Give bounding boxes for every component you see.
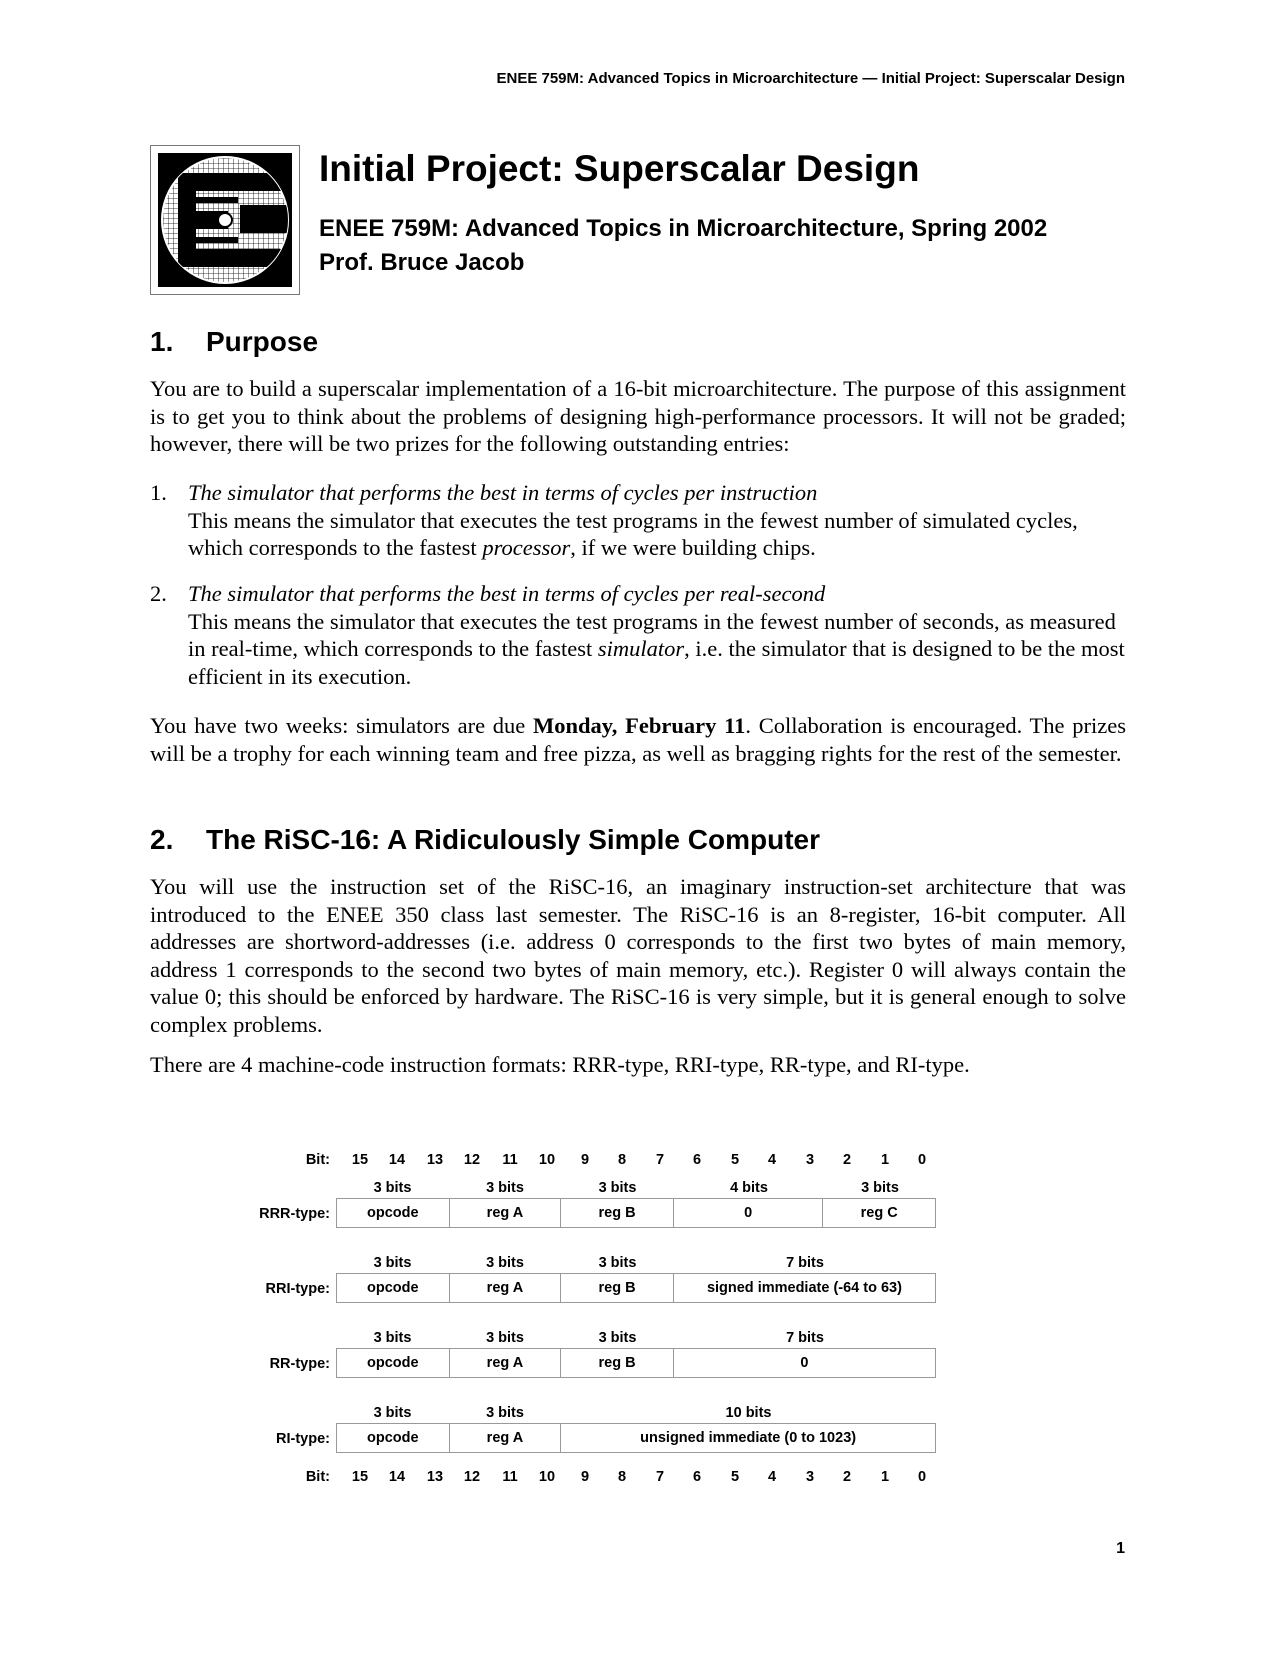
- bit-number: 11: [502, 1152, 518, 1168]
- bit-number: 2: [842, 1469, 852, 1485]
- field-size-label: 4 bits: [730, 1180, 768, 1196]
- closing-text-before: You have two weeks: simulators are due: [150, 713, 534, 738]
- logo-emblem-icon: [158, 153, 292, 287]
- instructor-name: Prof. Bruce Jacob: [319, 249, 525, 276]
- ri-type-format: [336, 1423, 936, 1453]
- section-1-closing: [150, 712, 1126, 767]
- field-size-label: 3 bits: [373, 1330, 412, 1346]
- bit-number: 3: [805, 1469, 815, 1485]
- list-item-1-text-after: , if we were building chips.: [570, 535, 816, 560]
- list-item-2-text-before: This means the simulator that executes the test programs in the fewest number of seconds, as measured in real-time, which corresponds to the fastest: [188, 608, 1116, 661]
- bit-number: 4: [767, 1152, 777, 1168]
- bit-number: 12: [463, 1152, 481, 1168]
- course-subtitle: ENEE 759M: Advanced Topics in Microarchitecture, Spring 2002: [319, 215, 1048, 242]
- field-size-label: 3 bits: [373, 1255, 412, 1271]
- bit-number: 1: [880, 1469, 890, 1485]
- rri-type-format: [336, 1273, 936, 1303]
- list-item-2-text-after: , i.e. the simulator that is designed to be the most efficient in its execution.: [188, 636, 1125, 689]
- section-2-paragraph-2: There are 4 machine-code instruction formats: RRR-type, RRI-type, RR-type, and RI-type.: [150, 1052, 970, 1077]
- section-2-paragraph-1: You will use the instruction set of the RiSC-16, an imaginary instruction-set architecture that was introduced to the ENEE 350 class last semester. The RiSC-16 is an 8-register, 16-bit computer. All addresses are shortword-addresses (i.e. address 0 corresponds to the first two bytes of main memory, address 1 corresponds to the second two bytes of main memory, etc.). Register 0 will always contain the value 0; this should be enforced by hardware. The RiSC-16 is very simple, but it is general enough to solve complex problems.: [150, 874, 1126, 1037]
- bit-number: 7: [655, 1152, 665, 1168]
- bit-number: 6: [692, 1469, 702, 1485]
- field-size-label: 10 bits: [725, 1405, 772, 1421]
- field-opcode: opcode: [337, 1424, 450, 1452]
- field-reg-a: reg A: [450, 1349, 562, 1377]
- field-reg-b: reg B: [561, 1199, 674, 1227]
- bit-number: 5: [730, 1469, 740, 1485]
- bit-number: 9: [580, 1152, 590, 1168]
- field-size-label: 3 bits: [373, 1405, 412, 1421]
- university-logo: [150, 145, 300, 295]
- field-size-label: 3 bits: [486, 1255, 524, 1271]
- bit-number: 2: [842, 1152, 852, 1168]
- bit-number: 0: [917, 1152, 927, 1168]
- bit-number: 9: [580, 1469, 590, 1485]
- section-1-number: 1.: [150, 326, 174, 357]
- field-size-label: 3 bits: [486, 1330, 524, 1346]
- list-item-1-title: The simulator that performs the best in terms of cycles per instruction: [188, 480, 818, 505]
- field-size-label: 3 bits: [598, 1330, 637, 1346]
- field-reg-a: reg A: [450, 1424, 562, 1452]
- field-size-label: 7 bits: [786, 1330, 824, 1346]
- bit-number: 5: [730, 1152, 740, 1168]
- field-size-label: 3 bits: [598, 1180, 637, 1196]
- list-item-2: [188, 580, 1128, 690]
- bit-number: 3: [805, 1152, 815, 1168]
- field-unsigned-immediate: unsigned immediate (0 to 1023): [640, 1430, 857, 1446]
- list-item-1: [188, 479, 1128, 562]
- rrr-type-label: RRR-type:: [259, 1206, 330, 1222]
- field-reg-a: reg A: [450, 1274, 562, 1302]
- field-size-label: 7 bits: [786, 1255, 824, 1271]
- list-item-2-emphasis: simulator: [597, 636, 685, 661]
- field-zero: 0: [674, 1199, 824, 1227]
- rri-type-label: RRI-type:: [265, 1281, 330, 1297]
- field-size-label: 3 bits: [486, 1405, 524, 1421]
- section-2-number: 2.: [150, 824, 174, 855]
- section-2-heading: [150, 824, 820, 856]
- bit-number: 15: [351, 1469, 369, 1485]
- list-item-1-text-before: This means the simulator that executes the test programs in the fewest number of simulated cycles, which corresponds to the fastest: [188, 507, 1078, 560]
- page-number: 1: [1116, 1540, 1125, 1557]
- page-title: Initial Project: Superscalar Design: [319, 148, 920, 189]
- field-reg-c: reg C: [860, 1205, 898, 1221]
- field-opcode: opcode: [337, 1274, 450, 1302]
- field-size-label: 3 bits: [861, 1180, 899, 1196]
- ri-type-label: RI-type:: [276, 1431, 330, 1447]
- due-date: Monday, February 11: [533, 713, 746, 738]
- bit-number: 10: [538, 1152, 556, 1168]
- rrr-type-format: [336, 1198, 936, 1228]
- list-item-2-number: 2.: [150, 581, 167, 606]
- bit-row-label-bottom: Bit:: [305, 1469, 330, 1485]
- bit-number: 13: [426, 1152, 444, 1168]
- field-size-label: 3 bits: [373, 1180, 412, 1196]
- field-opcode: opcode: [337, 1199, 450, 1227]
- section-2-title: The RiSC-16: A Ridiculously Simple Computer: [206, 824, 821, 855]
- bit-number: 13: [426, 1469, 444, 1485]
- section-1-intro: You are to build a superscalar implementation of a 16-bit microarchitecture. The purpose of this assignment is to get you to think about the problems of designing high-performance processors. It will not be graded; however, there will be two prizes for the following outstanding entries:: [150, 376, 1126, 456]
- bit-number: 14: [388, 1469, 406, 1485]
- closing-text-after: . Collaboration is encouraged. The prizes will be a trophy for each winning team and free pizza, as well as bragging rights for the rest of the semester.: [150, 713, 1126, 766]
- bit-number: 11: [502, 1469, 518, 1485]
- bit-number: 12: [463, 1469, 481, 1485]
- bit-number: 8: [617, 1152, 627, 1168]
- bit-number: 10: [538, 1469, 556, 1485]
- section-1-heading: [150, 326, 318, 358]
- bit-number: 8: [617, 1469, 627, 1485]
- field-signed-immediate: signed immediate (-64 to 63): [706, 1280, 902, 1296]
- section-1-title: Purpose: [206, 326, 319, 357]
- running-header: ENEE 759M: Advanced Topics in Microarchitecture — Initial Project: Superscalar Design: [496, 70, 1125, 87]
- field-zero: 0: [800, 1355, 809, 1371]
- field-opcode: opcode: [337, 1349, 450, 1377]
- field-reg-a: reg A: [450, 1199, 562, 1227]
- field-reg-b: reg B: [561, 1349, 674, 1377]
- list-item-2-title: The simulator that performs the best in terms of cycles per real-second: [188, 581, 826, 606]
- bit-number: 4: [767, 1469, 777, 1485]
- field-size-label: 3 bits: [598, 1255, 637, 1271]
- bit-number: 15: [351, 1152, 369, 1168]
- bit-number: 7: [655, 1469, 665, 1485]
- list-item-1-number: 1.: [150, 480, 167, 505]
- list-item-1-emphasis: processor: [482, 535, 571, 560]
- bit-number: 1: [880, 1152, 890, 1168]
- bit-number: 14: [388, 1152, 406, 1168]
- bit-row-label-top: Bit:: [305, 1152, 330, 1168]
- field-reg-b: reg B: [561, 1274, 674, 1302]
- rr-type-format: [336, 1348, 936, 1378]
- bit-number: 0: [917, 1469, 927, 1485]
- rr-type-label: RR-type:: [269, 1356, 330, 1372]
- field-size-label: 3 bits: [486, 1180, 524, 1196]
- bit-number: 6: [692, 1152, 702, 1168]
